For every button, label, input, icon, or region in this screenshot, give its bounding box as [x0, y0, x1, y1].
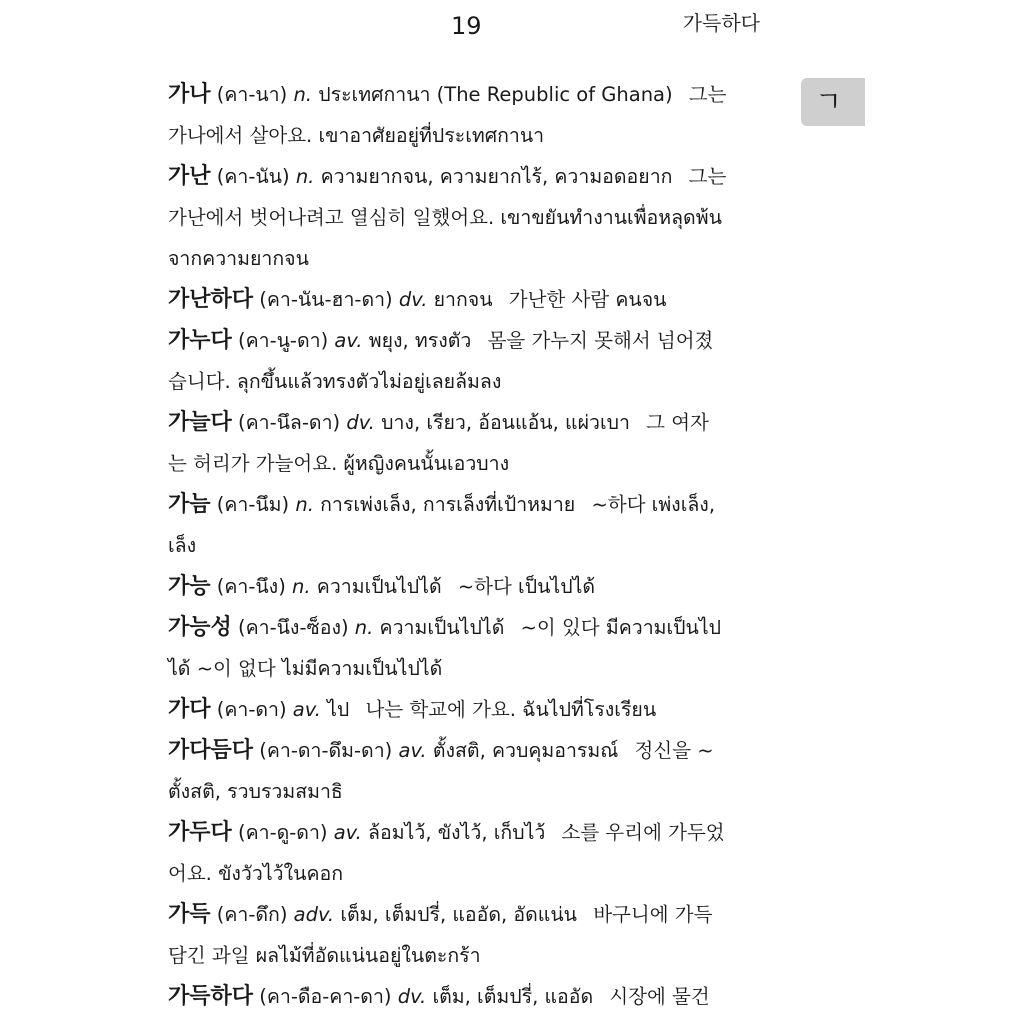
entry-line: [168, 74, 764, 115]
example-korean: 는 허리가 가늘어요.: [168, 452, 338, 475]
pronunciation: (คา-ดู-ดา): [237, 821, 328, 844]
example-translation: เล็ง: [168, 534, 197, 557]
part-of-speech: n.: [295, 165, 315, 188]
example-korean: ~하다: [457, 575, 512, 598]
part-of-speech: n.: [292, 575, 311, 598]
definition: ความยากจน, ความยากไร้, ความอดอยาก: [320, 165, 673, 188]
example-korean: 그는: [688, 83, 727, 106]
example-translation: ขังวัวไว้ในคอก: [218, 862, 343, 885]
entry-continuation: [168, 197, 764, 238]
pronunciation: (คา-นา): [216, 83, 288, 106]
definition: ล้อมไว้, ขังไว้, เก็บไว้: [368, 821, 546, 844]
headword: 가다: [168, 697, 211, 722]
part-of-speech: dv.: [398, 288, 428, 311]
example-translation: จากความยากจน: [168, 247, 309, 270]
definition: ประเทศกานา (The Republic of Ghana): [318, 83, 673, 106]
example-translation: ลุกขึ้นแล้วทรงตัวไม่อยู่เลยล้มลง: [236, 370, 502, 393]
example-translation: เขาขยันทำงานเพื่อหลุดพ้น: [500, 206, 722, 229]
entry-line: [168, 689, 764, 730]
example-translation: ฉันไปที่โรงเรียน: [522, 698, 657, 721]
definition: เต็ม, เต็มปรี่, แออัด: [432, 985, 594, 1008]
headword: 가나: [168, 82, 211, 107]
definition: ไป: [327, 698, 350, 721]
entry-continuation: [168, 115, 764, 156]
entry-continuation: [168, 648, 764, 689]
example-translation: ได้: [168, 657, 191, 680]
definition: การเพ่งเล็ง, การเล็งที่เป้าหมาย: [320, 493, 576, 516]
running-head: 가득하다: [682, 11, 760, 35]
example-korean: ~하다: [591, 493, 646, 516]
entry-line: [168, 730, 764, 771]
definition: ยากจน: [433, 288, 493, 311]
example-korean: 나는 학교에 가요.: [365, 698, 516, 721]
entry-line: [168, 402, 764, 443]
pronunciation: (คา-นึล-ดา): [237, 411, 341, 434]
example-korean: 어요.: [168, 862, 212, 885]
example-korean: 소를 우리에 가두었: [561, 821, 725, 844]
example-translation: มีความเป็นไป: [605, 616, 722, 639]
example-translation: ตั้งสติ, รวบรวมสมาธิ: [168, 780, 343, 803]
entry-line: [168, 279, 764, 320]
dictionary-entries: [168, 74, 764, 1017]
entry-line: [168, 484, 764, 525]
headword: 가늘다: [168, 410, 232, 435]
example-korean: 습니다.: [168, 370, 231, 393]
example-translation: ผู้หญิงคนนั้นเอวบาง: [343, 452, 510, 475]
example-korean: 그 여자: [646, 411, 709, 434]
entry-continuation: [168, 238, 764, 279]
definition: ความเป็นไปได้: [316, 575, 442, 598]
pronunciation: (คา-นัน-ฮา-ดา): [259, 288, 393, 311]
pronunciation: (คา-ดึก): [216, 903, 288, 926]
example-korean: 가난한 사람: [508, 288, 610, 311]
pronunciation: (คา-นึม): [216, 493, 290, 516]
headword: 가능: [168, 574, 211, 599]
example-translation: ไม่มีความเป็นไปได้: [281, 657, 443, 680]
part-of-speech: av.: [334, 329, 363, 352]
example-korean: 담긴 과일: [168, 944, 250, 967]
entry-line: [168, 607, 764, 648]
example-translation: เพ่งเล็ง,: [651, 493, 716, 516]
example-translation: เป็นไปได้: [518, 575, 596, 598]
headword: 가다듬다: [168, 738, 254, 763]
example-korean: ~이 없다: [196, 657, 276, 680]
pronunciation: (คา-ดา): [216, 698, 287, 721]
example-korean: 가나에서 살아요.: [168, 124, 313, 147]
part-of-speech: dv.: [346, 411, 375, 434]
headword: 가득하다: [168, 984, 254, 1009]
entry-continuation: [168, 771, 764, 812]
pronunciation: (คา-นู-ดา): [237, 329, 329, 352]
pronunciation: (คา-นัน): [216, 165, 290, 188]
example-korean: 몸을 가누지 못해서 넘어졌: [487, 329, 714, 352]
headword: 가능성: [168, 615, 232, 640]
entry-line: [168, 566, 764, 607]
example-korean: 그는: [688, 165, 727, 188]
pronunciation: (คา-ดา-ดึม-ดา): [259, 739, 393, 762]
pronunciation: (คา-นึง): [216, 575, 286, 598]
example-korean: 정신을 ~: [634, 739, 714, 762]
entry-continuation: [168, 361, 764, 402]
example-translation: เขาอาศัยอยู่ที่ประเทศกานา: [318, 124, 545, 147]
part-of-speech: av.: [398, 739, 427, 762]
example-korean: 시장에 물건: [609, 985, 710, 1008]
example-translation: ผลไม้ที่อัดแน่นอยู่ในตะกร้า: [255, 944, 481, 967]
headword: 가누다: [168, 328, 232, 353]
headword: 가난하다: [168, 287, 254, 312]
definition: ความเป็นไปได้: [379, 616, 505, 639]
entry-line: [168, 976, 764, 1017]
headword: 가득: [168, 902, 211, 927]
part-of-speech: n.: [293, 83, 313, 106]
entry-line: [168, 156, 764, 197]
part-of-speech: av.: [292, 698, 321, 721]
part-of-speech: adv.: [293, 903, 335, 926]
thumb-index-tab: ㄱ: [801, 78, 865, 126]
part-of-speech: n.: [354, 616, 374, 639]
entry-line: [168, 812, 764, 853]
pronunciation: (คา-ดือ-คา-ดา): [259, 985, 392, 1008]
part-of-speech: av.: [333, 821, 362, 844]
entry-continuation: [168, 525, 764, 566]
example-translation: คนจน: [615, 288, 667, 311]
headword: 가두다: [168, 820, 232, 845]
definition: พยุง, ทรงตัว: [368, 329, 472, 352]
headword: 가난: [168, 164, 211, 189]
part-of-speech: n.: [295, 493, 314, 516]
entry-continuation: [168, 935, 764, 976]
example-korean: 가난에서 벗어나려고 열심히 일했어요.: [168, 206, 495, 229]
headword: 가늠: [168, 492, 211, 517]
example-korean: ~이 있다: [520, 616, 600, 639]
definition: บาง, เรียว, อ้อนแอ้น, แผ่วเบา: [381, 411, 630, 434]
pronunciation: (คา-นึง-ซ็อง): [237, 616, 349, 639]
part-of-speech: dv.: [397, 985, 427, 1008]
example-korean: 바구니에 가득: [593, 903, 713, 926]
definition: เต็ม, เต็มปรี่, แออัด, อัดแน่น: [340, 903, 577, 926]
entry-continuation: [168, 853, 764, 894]
entry-line: [168, 320, 764, 361]
entry-line: [168, 894, 764, 935]
definition: ตั้งสติ, ควบคุมอารมณ์: [432, 739, 619, 762]
entry-continuation: [168, 443, 764, 484]
page-number: 19: [451, 12, 482, 40]
